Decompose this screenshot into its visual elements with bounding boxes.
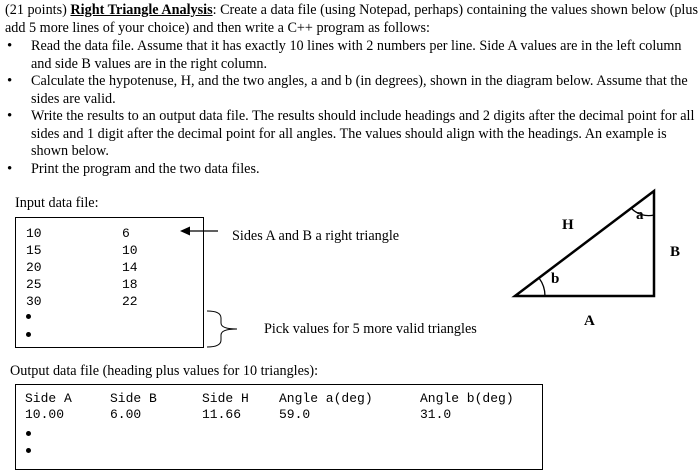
side-a-value: 30 [26, 294, 42, 309]
problem-intro-text: : Create a data file (using Notepad, perhaps) containing the values shown below (plus add 5 more lines of your choice) and then write a C++ program as follows: [5, 2, 698, 36]
problem-title: Right Triangle Analysis [70, 2, 213, 18]
header-side-h: Side H [202, 391, 249, 406]
angle-a-label: a [636, 207, 644, 223]
instruction-list [31, 38, 697, 178]
ellipsis-dot [26, 314, 31, 319]
instruction-item: • Calculate the hypotenuse, H, and the two angles, a and b (in degrees), shown in the diagram below. Assume that the sides are valid. [31, 73, 697, 108]
row-angle-b: 31.0 [420, 407, 452, 422]
row-side-h: 11.66 [202, 407, 242, 422]
row-angle-a: 59.0 [279, 407, 311, 422]
row-side-b: 6.00 [110, 407, 142, 422]
side-a-value: 20 [26, 260, 42, 275]
right-triangle-diagram [505, 185, 670, 305]
ellipsis-dot [26, 448, 31, 453]
header-angle-b: Angle b(deg) [420, 391, 514, 406]
ellipsis-dot [26, 332, 31, 337]
side-b-value: 10 [122, 243, 138, 258]
side-b-value: 22 [122, 294, 138, 309]
output-file-label: Output data file (heading plus values for 10 triangles): [10, 363, 319, 379]
triangle-shape [515, 191, 654, 296]
side-a-label: A [584, 313, 595, 329]
side-a-value: 10 [26, 226, 42, 241]
angle-b-label: b [551, 271, 560, 287]
ellipsis-dot [26, 431, 31, 436]
side-b-value: 6 [122, 226, 130, 241]
instruction-item: • Print the program and the two data files. [31, 161, 697, 179]
output-file-box [15, 384, 543, 470]
side-a-column [26, 225, 42, 310]
input-file-label: Input data file: [15, 195, 99, 211]
arrow-note: Sides A and B a right triangle [232, 228, 400, 244]
input-file-box [15, 217, 204, 348]
pointer-arrow-icon [178, 224, 220, 238]
side-b-column [122, 225, 138, 310]
side-a-value: 25 [26, 277, 42, 292]
row-side-a: 10.00 [25, 407, 65, 422]
angle-b-arc [539, 278, 545, 296]
instruction-item: • Read the data file. Assume that it has exactly 10 lines with 2 numbers per line. Side A values are in the left column and side B values are in the right column. [31, 38, 697, 73]
problem-points: (21 points) [5, 2, 67, 18]
header-angle-a: Angle a(deg) [279, 391, 373, 406]
header-side-a: Side A [25, 391, 72, 406]
side-a-value: 15 [26, 243, 42, 258]
side-b-value: 18 [122, 277, 138, 292]
instruction-item: • Write the results to an output data file. The results should include headings and 2 digits after the decimal point for all sides and 1 digit after the decimal point for all angles. The values should align with the headings. An example is shown below. [31, 108, 697, 161]
brace-icon [205, 309, 250, 349]
header-side-b: Side B [110, 391, 157, 406]
hypotenuse-label: H [562, 217, 574, 233]
problem-intro [5, 2, 699, 37]
brace-note: Pick values for 5 more valid triangles [264, 321, 477, 337]
side-b-value: 14 [122, 260, 138, 275]
side-b-label: B [670, 244, 681, 260]
